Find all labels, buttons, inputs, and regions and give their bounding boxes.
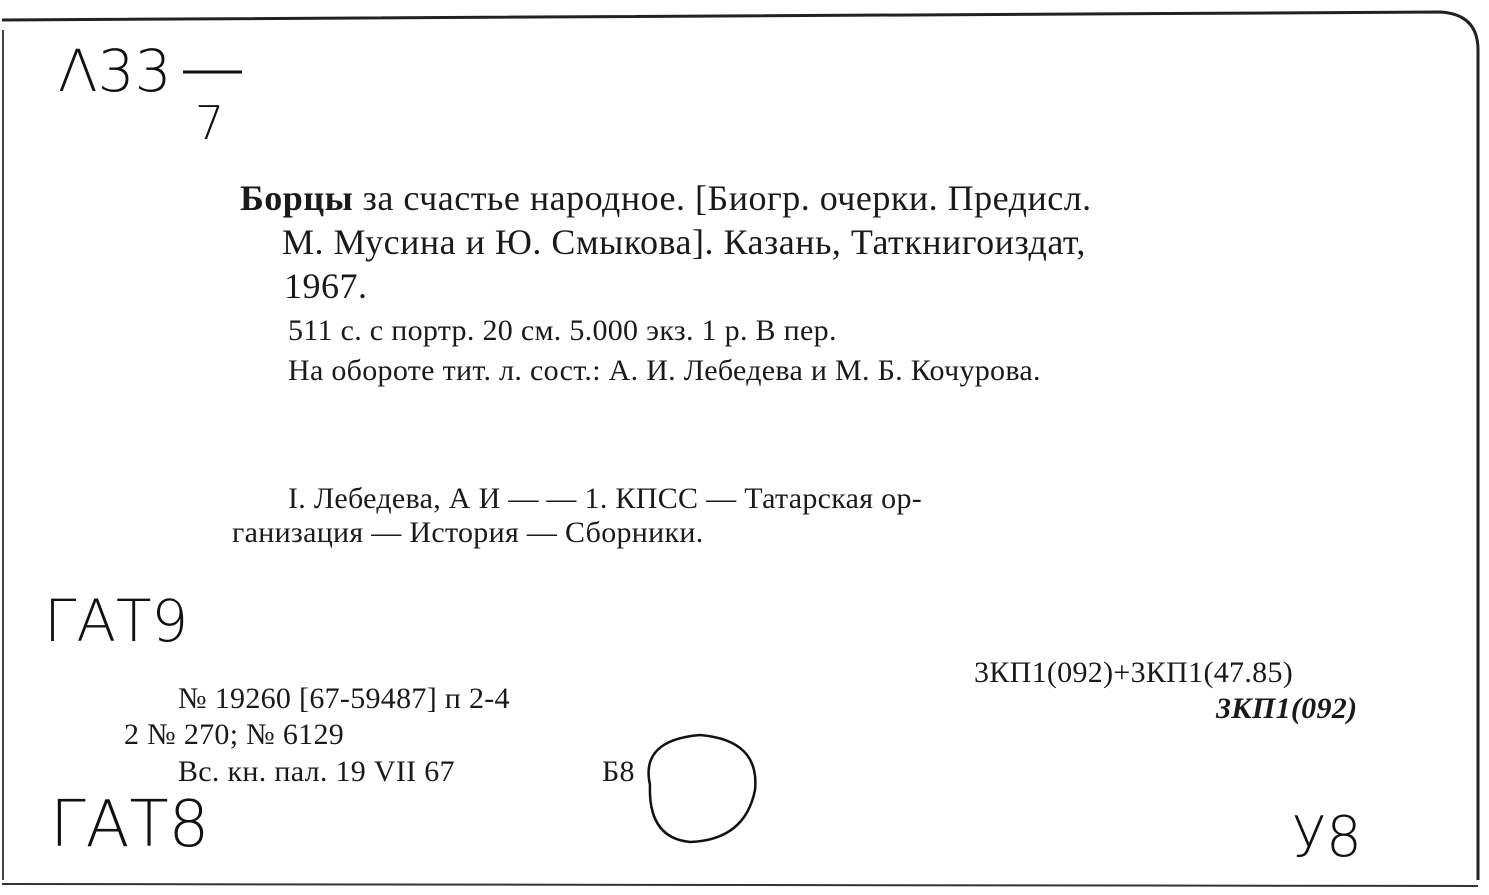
handwritten-gat9: ГАТ9 [44, 587, 189, 655]
entry-physical-description: 511 с. с портр. 20 см. 5.000 экз. 1 р. В пер. [288, 314, 837, 347]
entry-line-2: М. Мусина и Ю. Смыкова]. Казань, Таткнигоиздат, [282, 222, 1086, 262]
entry-title-rest: за счастье народное. [Биогр. очерки. Предисл. [362, 178, 1092, 218]
tracings-line-2: ганизация — История — Сборники. [232, 516, 704, 549]
classification-secondary: 3КП1(092) [1216, 692, 1358, 725]
registry-chamber-date: Вс. кн. пал. 19 VII 67 [178, 755, 455, 788]
entry-title-line [240, 180, 1092, 216]
registry-number: № 19260 [67-59487] п 2-4 [178, 682, 510, 715]
shelf-mark-denominator: 7 [195, 96, 225, 150]
entry-note: На обороте тит. л. сост.: А. И. Лебедева и М. Б. Кочурова. [288, 354, 1041, 387]
entry-year: 1967. [284, 266, 368, 306]
shelf-mark: Λ33 [58, 37, 172, 105]
registry-references: 2 № 270; № 6129 [124, 718, 345, 751]
stamp-circle [649, 735, 756, 842]
handwritten-corner-mark: У8 [1292, 805, 1362, 870]
entry-title-bold: Борцы [240, 178, 354, 218]
handwritten-gat8: ГАТ8 [50, 788, 210, 862]
tracings-line-1: I. Лебедева, А И — — 1. КПСС — Татарская ор- [288, 482, 923, 515]
classification-primary: 3КП1(092)+3КП1(47.85) [974, 656, 1294, 689]
registry-code: Б8 [602, 755, 635, 788]
